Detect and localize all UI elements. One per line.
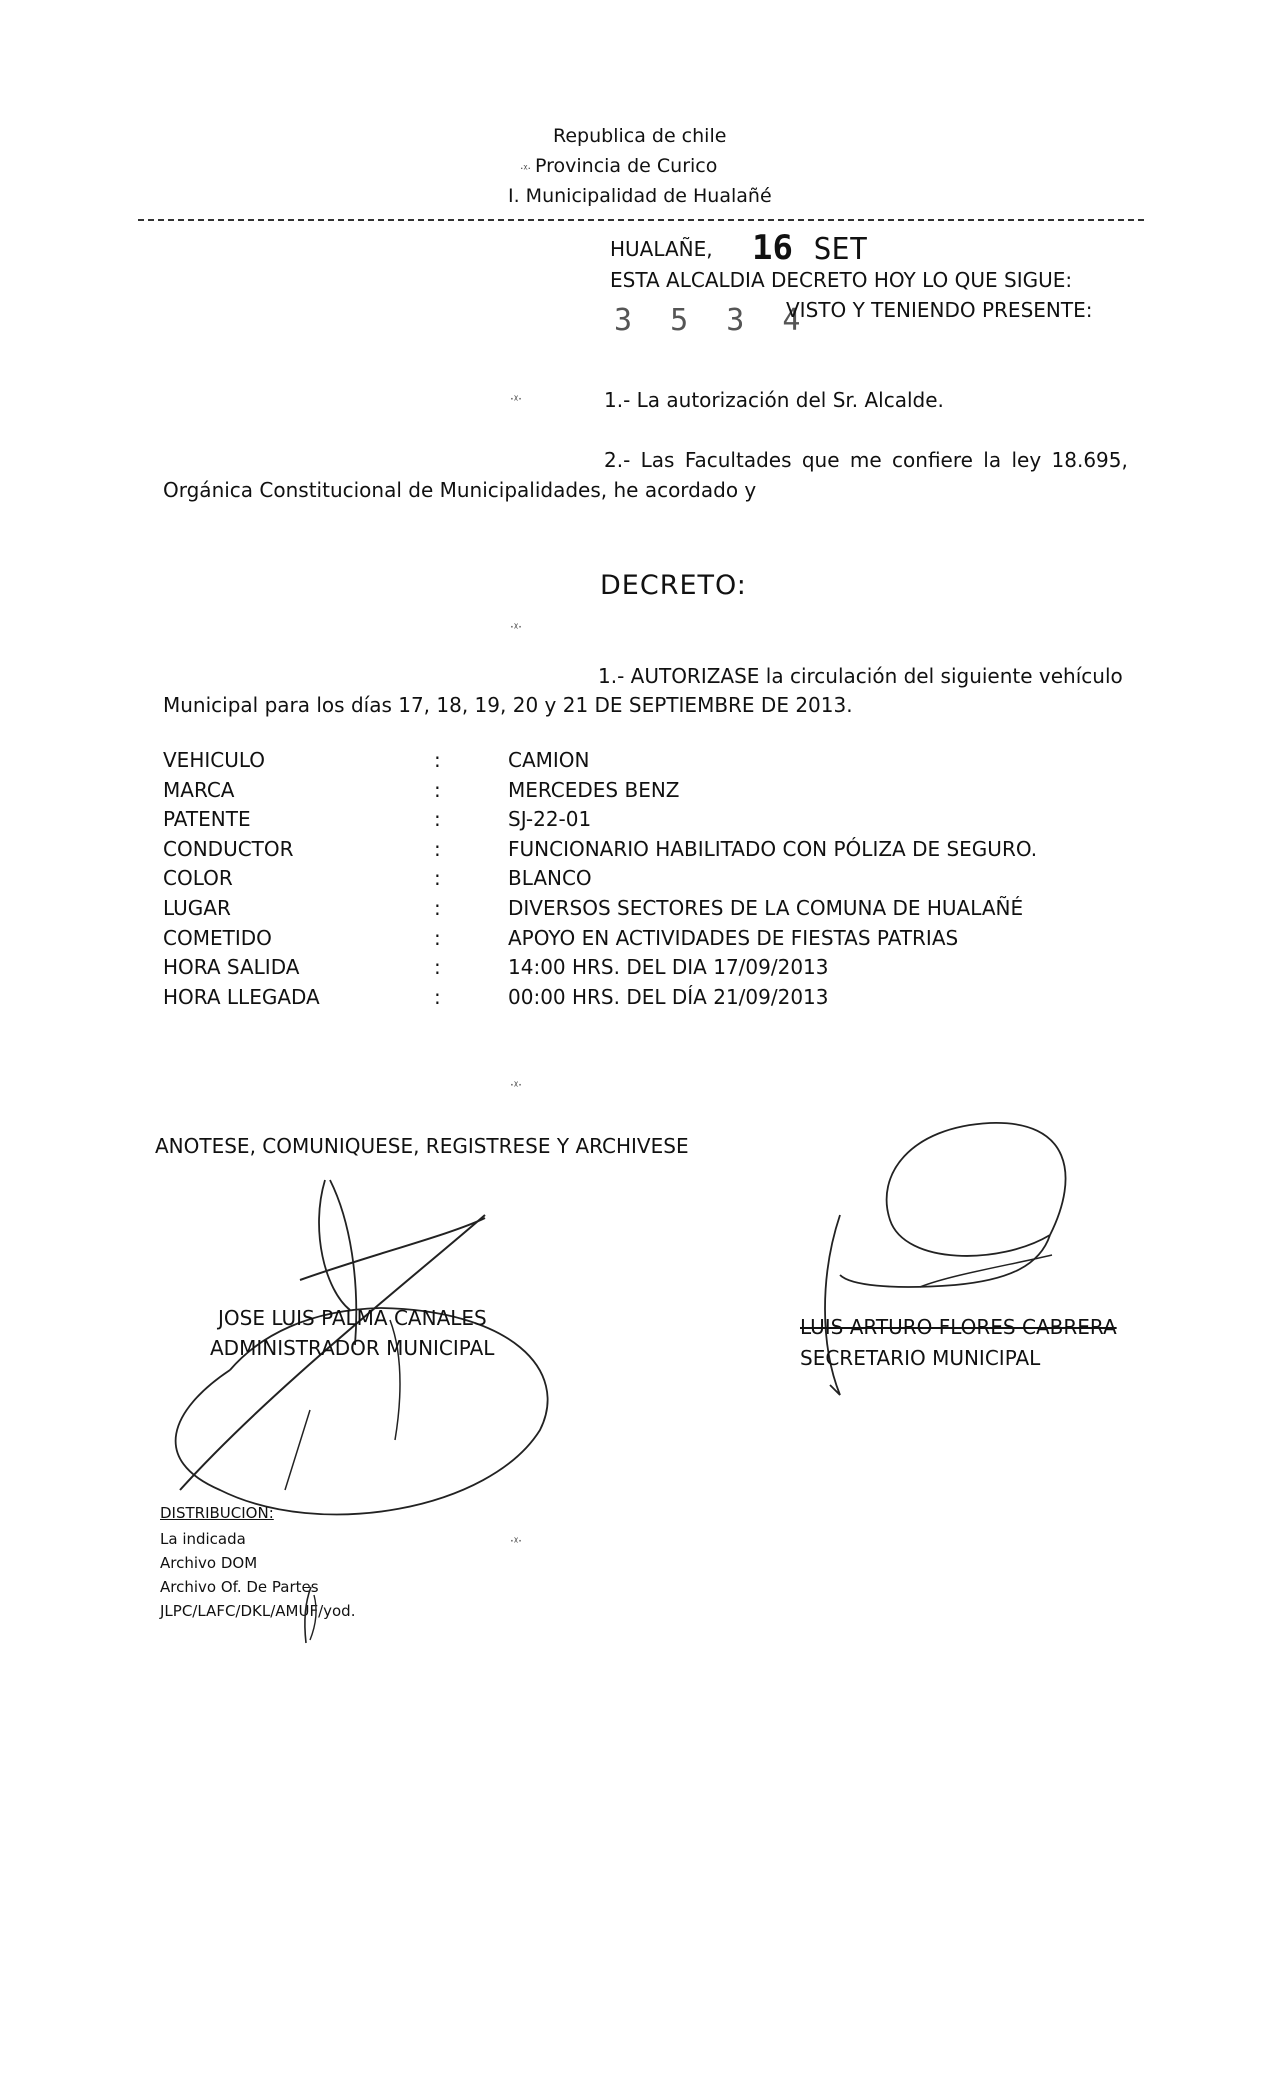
field-value: APOYO EN ACTIVIDADES DE FIESTAS PATRIAS bbox=[508, 926, 959, 950]
field-value: CAMION bbox=[508, 748, 590, 772]
header-province: ·ᵡ· Provincia de Curico bbox=[520, 155, 718, 177]
signature-right-title: SECRETARIO MUNICIPAL bbox=[800, 1346, 1041, 1370]
field-colon: : bbox=[434, 926, 441, 950]
signature-left bbox=[150, 1160, 570, 1500]
field-value: SJ-22-01 bbox=[508, 807, 592, 831]
field-label: HORA SALIDA bbox=[163, 955, 300, 979]
field-label: CONDUCTOR bbox=[163, 837, 294, 861]
field-value: 00:00 HRS. DEL DÍA 21/09/2013 bbox=[508, 985, 829, 1009]
consideration-1: 1.- La autorización del Sr. Alcalde. bbox=[604, 388, 944, 412]
scan-mark: ·ᵡ· bbox=[510, 1534, 522, 1548]
field-label: COMETIDO bbox=[163, 926, 272, 950]
closing-formula: ANOTESE, COMUNIQUESE, REGISTRESE Y ARCHIVESE bbox=[155, 1134, 689, 1158]
consideration-2-line1: 2.- Las Facultades que me confiere la ley 18.695, bbox=[604, 448, 1128, 472]
field-colon: : bbox=[434, 985, 441, 1009]
signature-right bbox=[780, 1115, 1140, 1415]
field-colon: : bbox=[434, 837, 441, 861]
field-colon: : bbox=[434, 866, 441, 890]
field-label: MARCA bbox=[163, 778, 235, 802]
stamp-place: HUALAÑE, bbox=[610, 237, 713, 261]
field-colon: : bbox=[434, 955, 441, 979]
field-value: FUNCIONARIO HABILITADO CON PÓLIZA DE SEGURO. bbox=[508, 837, 1038, 861]
field-value: BLANCO bbox=[508, 866, 592, 890]
signature-right-name: LUIS ARTURO FLORES CABRERA bbox=[800, 1315, 1117, 1339]
resolution-line1: 1.- AUTORIZASE la circulación del siguiente vehículo bbox=[598, 664, 1123, 688]
stamp-date-month: SET bbox=[813, 232, 868, 267]
header-divider bbox=[138, 219, 1144, 221]
signature-left-name: JOSE LUIS PALMA CANALES bbox=[218, 1306, 487, 1330]
field-colon: : bbox=[434, 896, 441, 920]
field-colon: : bbox=[434, 807, 441, 831]
header-country: Republica de chile bbox=[553, 125, 727, 147]
field-label: VEHICULO bbox=[163, 748, 266, 772]
distribution-item: Archivo Of. De Partes bbox=[160, 1578, 319, 1596]
stamp-heading: ESTA ALCALDIA DECRETO HOY LO QUE SIGUE: bbox=[610, 268, 1073, 292]
distribution-title: DISTRIBUCION: bbox=[160, 1504, 274, 1522]
scan-mark: ·ᵡ· bbox=[510, 1078, 522, 1092]
signature-left-title: ADMINISTRADOR MUNICIPAL bbox=[210, 1336, 495, 1360]
stamp-decree-number: 3 5 3 4 bbox=[614, 303, 811, 338]
field-colon: : bbox=[434, 748, 441, 772]
field-label: PATENTE bbox=[163, 807, 251, 831]
field-label: LUGAR bbox=[163, 896, 231, 920]
consideration-2-line2: Orgánica Constitucional de Municipalidades, he acordado y bbox=[163, 478, 757, 502]
scan-mark: ·ᵡ· bbox=[510, 620, 522, 634]
field-value: DIVERSOS SECTORES DE LA COMUNA DE HUALAÑÉ bbox=[508, 896, 1024, 920]
distribution-item: Archivo DOM bbox=[160, 1554, 258, 1572]
stamp-date-day: 16 bbox=[752, 228, 793, 268]
field-colon: : bbox=[434, 778, 441, 802]
field-label: HORA LLEGADA bbox=[163, 985, 320, 1009]
field-value: 14:00 HRS. DEL DIA 17/09/2013 bbox=[508, 955, 829, 979]
header-municipality: I. Municipalidad de Hualañé bbox=[508, 185, 772, 207]
distribution-item: La indicada bbox=[160, 1530, 246, 1548]
scan-mark: ·ᵡ· bbox=[510, 392, 522, 406]
distribution-item: JLPC/LAFC/DKL/AMUF/yod. bbox=[160, 1602, 356, 1620]
field-label: COLOR bbox=[163, 866, 233, 890]
header-province-text: Provincia de Curico bbox=[535, 155, 718, 177]
field-value: MERCEDES BENZ bbox=[508, 778, 680, 802]
decreto-title: DECRETO: bbox=[600, 570, 747, 601]
stamp-date bbox=[752, 228, 868, 268]
stamp-visto: VISTO Y TENIENDO PRESENTE: bbox=[786, 298, 1093, 322]
initials-mark bbox=[296, 1585, 326, 1645]
resolution-line2: Municipal para los días 17, 18, 19, 20 y 21 DE SEPTIEMBRE DE 2013. bbox=[163, 693, 853, 717]
